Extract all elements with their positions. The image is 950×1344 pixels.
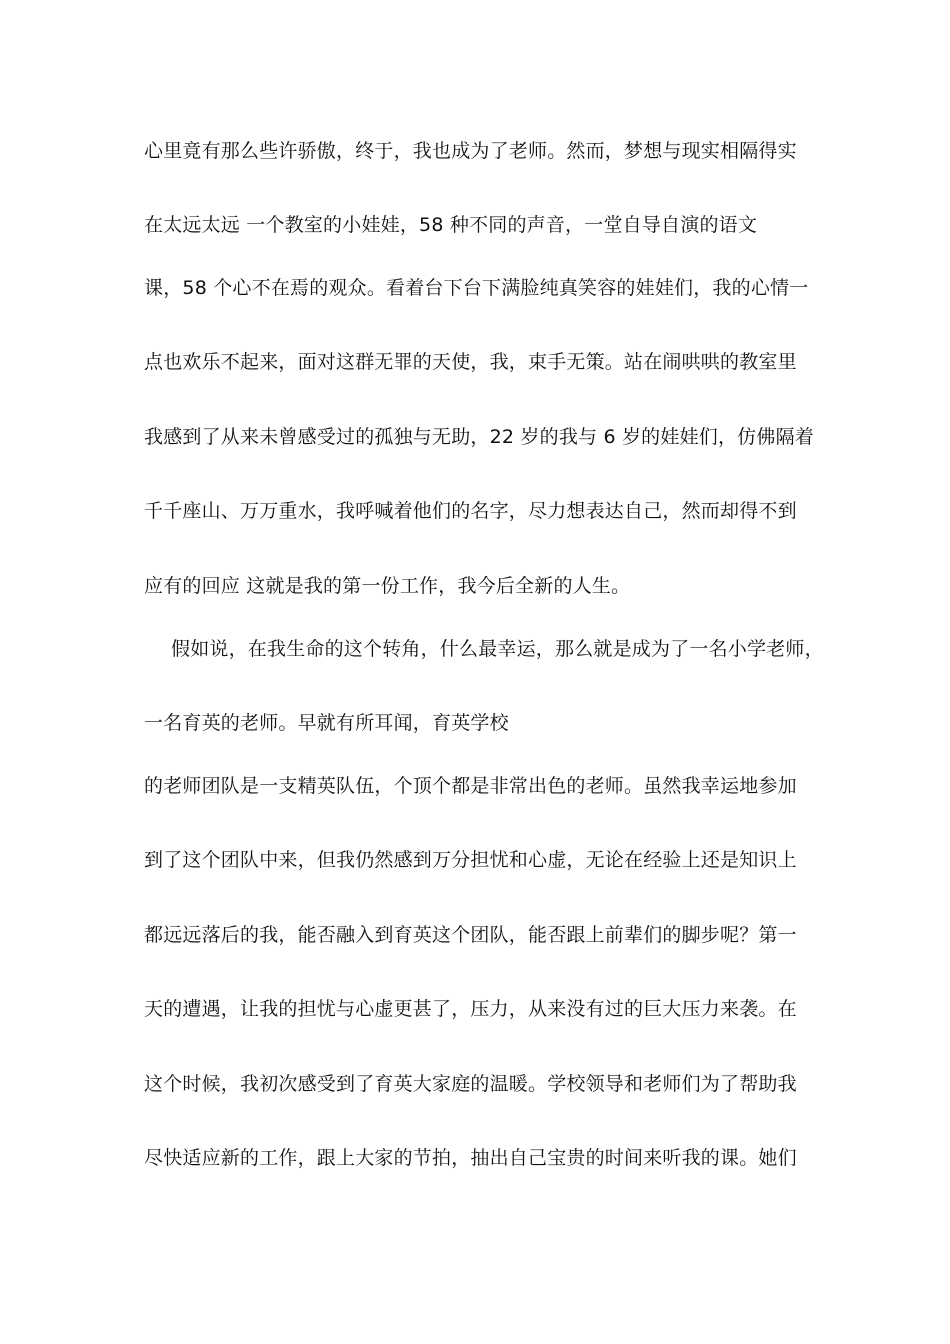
- text-line: 点也欢乐不起来，面对这群无罪的天使，我，束手无策。站在闹哄哄的教室里: [144, 351, 797, 373]
- text-line: 心里竟有那么些许骄傲，终于，我也成为了老师。然而，梦想与现实相隔得实: [144, 140, 797, 162]
- text-line: 天的遭遇，让我的担忧与心虚更甚了，压力，从来没有过的巨大压力来袭。在: [144, 998, 797, 1020]
- paragraph-first-line: 假如说，在我生命的这个转角，什么最幸运，那么就是成为了一名小学老师，: [171, 638, 824, 660]
- text-line: 千千座山、万万重水，我呼喊着他们的名字，尽力想表达自己，然而却得不到: [144, 500, 797, 522]
- text-line: 我感到了从来未曾感受过的孤独与无助，22 岁的我与 6 岁的娃娃们，仿佛隔着: [144, 426, 814, 448]
- text-line: 一名育英的老师。早就有所耳闻，育英学校: [144, 712, 509, 734]
- text-line: 课，58 个心不在焉的观众。看着台下台下满脸纯真笑容的娃娃们，我的心情一: [144, 277, 809, 299]
- text-line: 都远远落后的我，能否融入到育英这个团队，能否跟上前辈们的脚步呢？第一: [144, 924, 797, 946]
- text-line: 应有的回应 这就是我的第一份工作，我今后全新的人生。: [144, 575, 631, 597]
- text-line: 这个时候，我初次感受到了育英大家庭的温暖。学校领导和老师们为了帮助我: [144, 1073, 797, 1095]
- text-line: 尽快适应新的工作，跟上大家的节拍，抽出自己宝贵的时间来听我的课。她们: [144, 1147, 797, 1169]
- text-line: 在太远太远 一个教室的小娃娃，58 种不同的声音，一堂自导自演的语文: [144, 214, 758, 236]
- text-line: 的老师团队是一支精英队伍，个顶个都是非常出色的老师。虽然我幸运地参加: [144, 775, 797, 797]
- text-line: 到了这个团队中来，但我仍然感到万分担忧和心虚，无论在经验上还是知识上: [144, 849, 797, 871]
